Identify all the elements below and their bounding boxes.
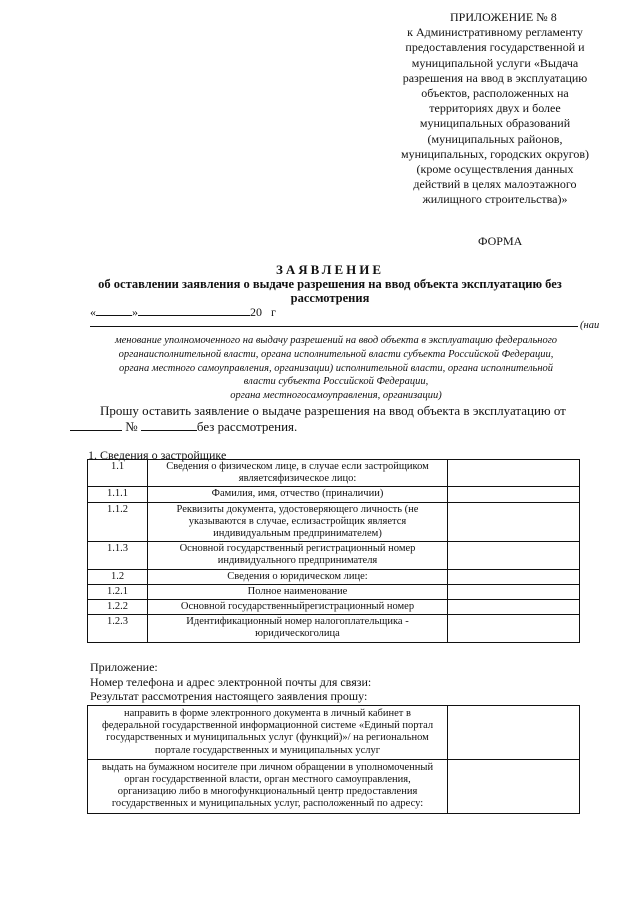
authority-note bbox=[86, 334, 586, 403]
row-label: Идентификационный номер налогоплательщика - юридическоголица bbox=[148, 615, 448, 642]
row-number: 1.1.2 bbox=[88, 502, 148, 542]
appendix-line: муниципальных, городских округов) bbox=[401, 146, 589, 161]
after-table-lines bbox=[90, 660, 371, 704]
authority-note-line: органа местного самоуправления, организации) исполнительной власти, органа исполнительной bbox=[118, 362, 554, 374]
authority-note-line: органа местногосамоуправления, организации) bbox=[230, 390, 442, 402]
date-open-quote: « bbox=[90, 305, 96, 319]
row-value-cell[interactable] bbox=[448, 460, 580, 487]
authority-name-field[interactable] bbox=[90, 326, 578, 327]
appendix-line: жилищного строительства)» bbox=[422, 192, 568, 207]
developer-table bbox=[87, 459, 580, 643]
row-value-cell[interactable] bbox=[448, 502, 580, 542]
appendix-line: к Административному регламенту bbox=[407, 25, 583, 40]
document-heading bbox=[60, 263, 600, 305]
attachment-label: Приложение: bbox=[90, 660, 158, 674]
document-title: ЗАЯВЛЕНИЕ bbox=[275, 262, 385, 277]
appendix-line: территориях двух и более bbox=[429, 101, 561, 116]
result-option-label: направить в форме электронного документа в личный кабинет в федеральной государственной информационной системе «Единый портал государственных и муниципальных услуг (функций)»/ на региональном портале государственных и муниципальных услуг bbox=[88, 706, 448, 760]
result-options-table bbox=[87, 705, 580, 814]
row-number: 1.2.2 bbox=[88, 600, 148, 615]
row-label: Сведения о физическом лице, в случае если застройщиком являетсяфизическое лицо: bbox=[148, 460, 448, 487]
row-number: 1.1 bbox=[88, 460, 148, 487]
appendix-line: (кроме осуществления данных bbox=[416, 162, 574, 177]
row-number: 1.1.3 bbox=[88, 542, 148, 569]
date-line bbox=[90, 304, 276, 320]
appendix-line: предоставления государственной и bbox=[405, 40, 585, 55]
table-row bbox=[88, 502, 580, 542]
result-option-label: выдать на бумажном носителе при личном обращении в уполномоченный орган государственной власти, орган местного самоуправления, организацию либо в многофункциональный центр предоставления государственных и муниципальных услуг, расположенный по адресу: bbox=[88, 759, 448, 813]
appendix-title: ПРИЛОЖЕНИЕ № 8 bbox=[450, 10, 557, 24]
table-row bbox=[88, 600, 580, 615]
appendix-line: разрешения на ввод в эксплуатацию bbox=[402, 70, 588, 85]
appendix-line: действий в целях малоэтажного bbox=[413, 177, 577, 192]
document-subtitle-line1: об оставлении заявления о выдаче разрешения на ввод объекта эксплуатацию без bbox=[98, 277, 562, 291]
row-value-cell[interactable] bbox=[448, 487, 580, 502]
row-label: Фамилия, имя, отчество (приналичии) bbox=[148, 487, 448, 502]
date-year-suffix: г bbox=[271, 305, 276, 319]
authority-note-line: власти субъекта Российской Федерации, bbox=[243, 376, 429, 388]
appendix-line: муниципальной услуги «Выдача bbox=[411, 55, 579, 70]
section1-title: 1. Сведения о застройщике bbox=[88, 448, 227, 462]
authority-note-line: органаисполнительной власти, органа исполнительной власти субъекта Российской Федерации, bbox=[118, 348, 554, 360]
row-number: 1.2.3 bbox=[88, 615, 148, 642]
request-line1: Прошу оставить заявление о выдаче разрешения на ввод объекта в эксплуатацию от bbox=[100, 403, 566, 418]
authority-note-line: менование уполномоченного на выдачу разрешений на ввод объекта в эксплуатацию федерального bbox=[114, 335, 558, 346]
request-line2 bbox=[70, 419, 610, 435]
row-number: 1.2.1 bbox=[88, 584, 148, 599]
row-value-cell[interactable] bbox=[448, 615, 580, 642]
row-label: Сведения о юридическом лице: bbox=[148, 569, 448, 584]
table-row bbox=[88, 460, 580, 487]
document-subtitle-line2: рассмотрения bbox=[290, 291, 370, 305]
contacts-label: Номер телефона и адрес электронной почты для связи: bbox=[90, 674, 372, 689]
result-option-row bbox=[88, 706, 580, 760]
date-month-field[interactable] bbox=[138, 304, 250, 316]
table-row bbox=[88, 542, 580, 569]
table-row bbox=[88, 584, 580, 599]
row-label: Основной государственный регистрационный номер индивидуального предпринимателя bbox=[148, 542, 448, 569]
row-number: 1.1.1 bbox=[88, 487, 148, 502]
appendix-line: объектов, расположенных на bbox=[421, 86, 569, 101]
request-paragraph bbox=[70, 403, 610, 435]
date-close-quote: » bbox=[132, 305, 138, 319]
request-no-label: № bbox=[125, 419, 138, 434]
request-tail: без рассмотрения. bbox=[196, 419, 298, 434]
form-label: ФОРМА bbox=[478, 234, 523, 248]
result-option-row bbox=[88, 759, 580, 813]
result-label: Результат рассмотрения настоящего заявления прошу: bbox=[90, 689, 368, 703]
row-label: Реквизиты документа, удостоверяющего личность (не указываются в случае, еслизастройщик является индивидуальным предпринимателем) bbox=[148, 502, 448, 542]
row-label: Основной государственныйрегистрационный номер bbox=[148, 600, 448, 615]
row-value-cell[interactable] bbox=[448, 600, 580, 615]
request-date-field[interactable] bbox=[70, 419, 122, 431]
row-value-cell[interactable] bbox=[448, 584, 580, 599]
appendix-line: (муниципальных районов, bbox=[427, 131, 563, 146]
table-row bbox=[88, 569, 580, 584]
appendix-block bbox=[380, 10, 610, 208]
date-year-prefix: 20 bbox=[250, 305, 262, 319]
result-option-mark-cell[interactable] bbox=[448, 759, 580, 813]
row-value-cell[interactable] bbox=[448, 569, 580, 584]
table-row bbox=[88, 487, 580, 502]
date-day-field[interactable] bbox=[96, 304, 132, 316]
table-row bbox=[88, 615, 580, 642]
request-number-field[interactable] bbox=[141, 419, 197, 431]
result-option-mark-cell[interactable] bbox=[448, 706, 580, 760]
authority-name-end: (наи bbox=[580, 320, 600, 331]
appendix-line: муниципальных образований bbox=[419, 116, 571, 131]
row-number: 1.2 bbox=[88, 569, 148, 584]
row-value-cell[interactable] bbox=[448, 542, 580, 569]
row-label: Полное наименование bbox=[148, 584, 448, 599]
